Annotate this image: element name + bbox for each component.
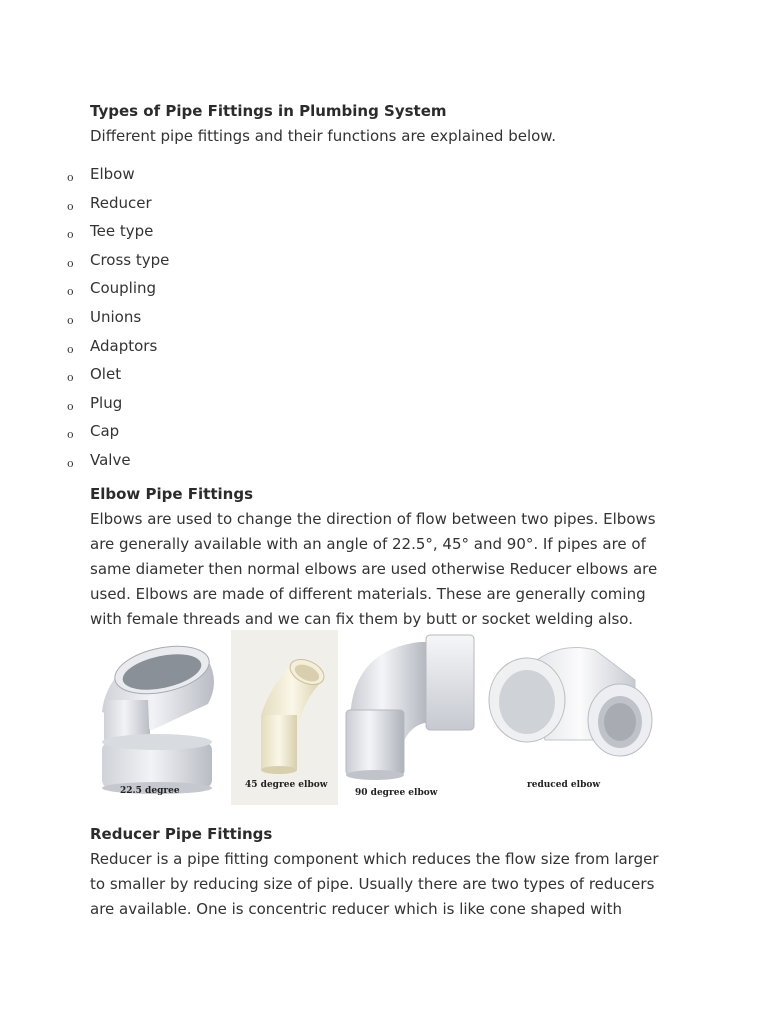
reduced-elbow-icon: [485, 630, 665, 770]
caption-90-degree-elbow: 90 degree elbow: [355, 788, 438, 798]
reducer-paragraph: [90, 847, 680, 922]
elbow-paragraph: [90, 507, 680, 632]
section-intro: Different pipe fittings and their functions are explained below.: [90, 127, 556, 145]
bullet-icon: o: [67, 228, 74, 242]
caption-22-5-degree: 22.5 degree: [120, 786, 180, 796]
caption-reduced-elbow: reduced elbow: [527, 780, 601, 790]
bullet-icon: o: [67, 371, 74, 385]
document-page: Types of Pipe Fittings in Plumbing System Different pipe fittings and their functions are explained below. o Elbow o Reducer o Tee type o Cross type o Coupling o Unions o Adaptors o Olet o Plug o Cap o Valve Elbow Pipe Fittings Elbows are used to change the direction of flow between two pipes. Elbows are generally available with an angle of 22.5°, 45° and 90°. If pipes are of same diameter then normal elbows are used otherwise Reducer elbows are used. Elbows are made of different materials. These are generally coming with female threads and we can fix them by butt or socket welding also. 22.5 degree 45 degree elbow 90 degree elbow reduced elbow Reducer Pipe Fittings Reducer is a pipe fitting component which reduces the flow size from larger to smaller by reducing size of pipe. Usually there are two types of reducers are available. One is concentric reducer which is like cone shaped with: [0, 0, 768, 1024]
elbow-45-icon: [231, 630, 338, 780]
text-line: are available. One is concentric reducer which is like cone shaped with: [90, 900, 622, 918]
bullet-icon: o: [67, 313, 74, 327]
text-line: used. Elbows are made of different materials. These are generally coming: [90, 585, 646, 603]
elbow-90-image: [340, 630, 485, 805]
reducer-section-title: Reducer Pipe Fittings: [90, 825, 273, 843]
elbow-45-image: [231, 630, 338, 805]
elbow-22-5-icon: [90, 630, 230, 805]
bullet-icon: o: [67, 199, 74, 213]
caption-45-degree-elbow: 45 degree elbow: [245, 780, 328, 790]
text-line: Reducer is a pipe fitting component which reduces the flow size from larger: [90, 850, 659, 868]
bullet-icon: o: [67, 456, 74, 470]
bullet-icon: o: [67, 428, 74, 442]
bullet-icon: o: [67, 171, 74, 184]
bullet-icon: o: [67, 342, 74, 356]
elbow-section-title: Elbow Pipe Fittings: [90, 485, 253, 503]
reduced-elbow-image: [485, 630, 665, 805]
section-title: Types of Pipe Fittings in Plumbing System: [90, 102, 447, 120]
text-line: with female threads and we can fix them by butt or socket welding also.: [90, 610, 633, 628]
text-line: are generally available with an angle of 22.5°, 45° and 90°. If pipes are of: [90, 535, 646, 553]
bullet-icon: o: [67, 285, 74, 299]
bullet-icon: o: [67, 256, 74, 270]
text-line: Elbows are used to change the direction of flow between two pipes. Elbows: [90, 510, 656, 528]
text-line: to smaller by reducing size of pipe. Usually there are two types of reducers: [90, 875, 655, 893]
elbow-22-5-image: [90, 630, 230, 805]
elbow-90-icon: [340, 630, 485, 790]
text-line: same diameter then normal elbows are used otherwise Reducer elbows are: [90, 560, 658, 578]
bullet-icon: o: [67, 399, 74, 413]
elbow-photos: [90, 630, 680, 805]
